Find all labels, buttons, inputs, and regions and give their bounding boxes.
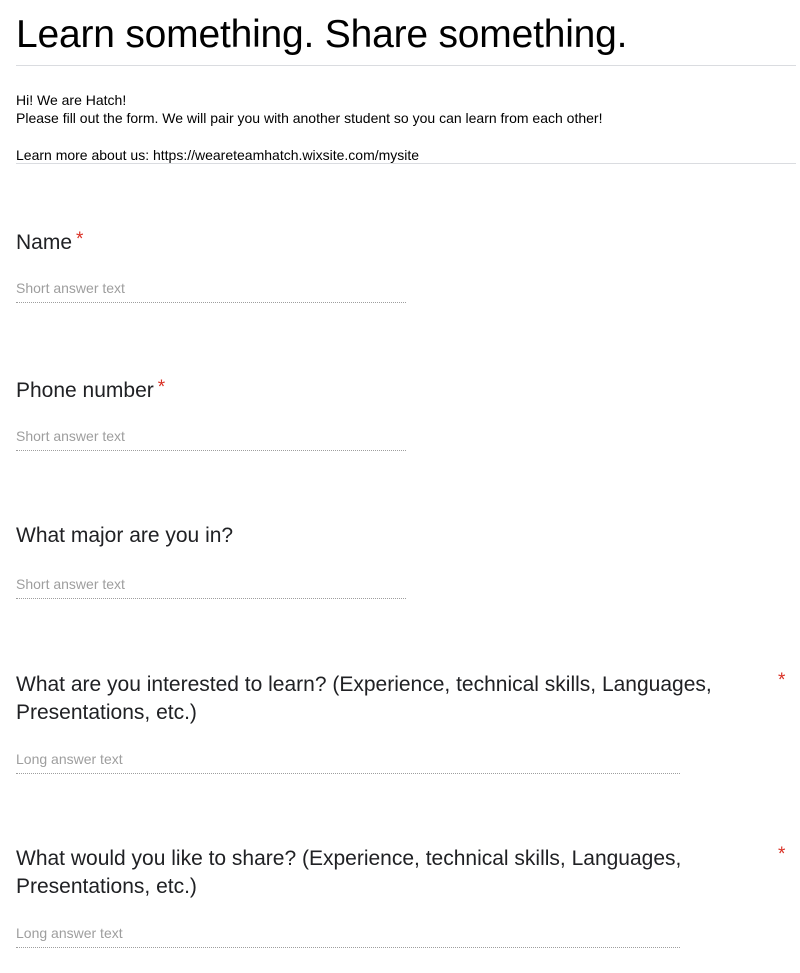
question-name-label: Name	[16, 231, 73, 254]
title-divider	[16, 65, 796, 66]
required-asterisk: *	[778, 670, 786, 691]
form-description-instructions: Please fill out the form. We will pair you with another student so you can learn from each other!	[16, 110, 603, 126]
form-description-greeting: Hi! We are Hatch!	[16, 92, 127, 108]
question-share-title: What would you like to share? (Experience, technical skills, Languages, Presentations, etc.)	[16, 847, 682, 898]
question-name-title	[16, 226, 83, 257]
major-input[interactable]: Short answer text	[16, 575, 406, 599]
name-input[interactable]: Short answer text	[16, 279, 406, 303]
question-phone-title	[16, 374, 165, 405]
share-textarea[interactable]: Long answer text	[16, 924, 680, 948]
required-asterisk: *	[778, 844, 786, 865]
description-divider	[16, 163, 796, 164]
question-phone-label: Phone number	[16, 379, 154, 402]
required-asterisk: *	[157, 377, 166, 398]
required-asterisk: *	[76, 229, 84, 250]
phone-number-input[interactable]: Short answer text	[16, 427, 406, 451]
form-title: Learn something. Share something.	[16, 13, 628, 56]
learn-textarea[interactable]: Long answer text	[16, 750, 680, 774]
question-learn-title: What are you interested to learn? (Experience, technical skills, Languages, Presentations, etc.)	[16, 673, 712, 724]
form-description-link[interactable]: Learn more about us: https://weareteamhatch.wixsite.com/mysite	[16, 147, 420, 163]
question-major-title: What major are you in?	[16, 524, 234, 547]
